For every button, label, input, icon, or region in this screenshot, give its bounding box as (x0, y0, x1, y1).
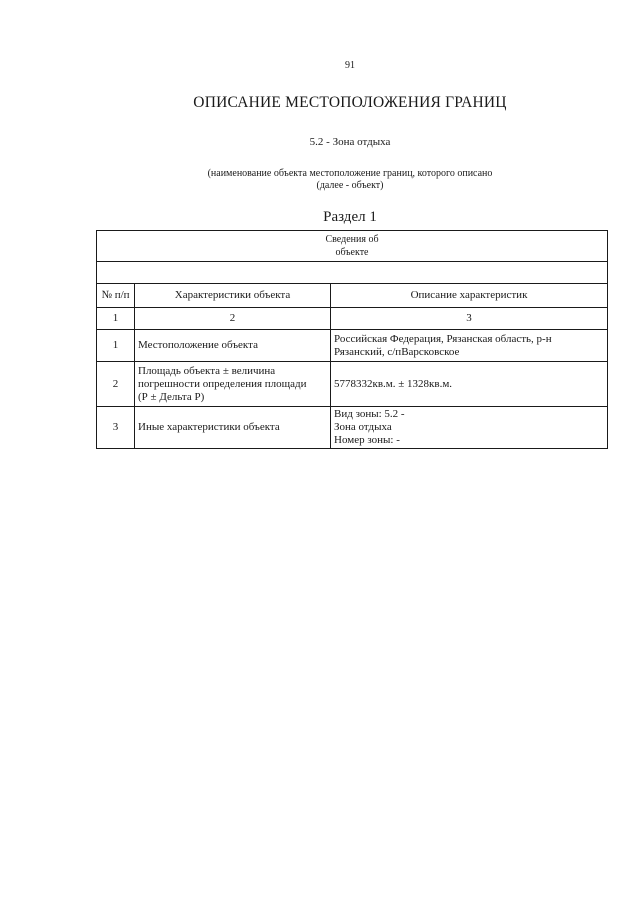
row-description (331, 330, 608, 362)
column-header-characteristic: Характеристики объекта (135, 284, 331, 308)
page-number: 91 (345, 60, 355, 71)
characteristic-line: Площадь объекта ± величина (138, 364, 276, 377)
characteristic-line: погрешности определения площади (138, 377, 307, 390)
table-header-line-2: объекте (335, 247, 369, 258)
row-number: 2 (97, 362, 135, 407)
table-header-line-1: Сведения об (325, 234, 379, 245)
column-number-1: 1 (97, 308, 135, 330)
description-line: Рязанский, с/пВарсковское (334, 345, 460, 358)
row-description (331, 362, 608, 407)
object-note (0, 168, 640, 192)
row-number: 1 (97, 330, 135, 362)
document-title: ОПИСАНИЕ МЕСТОПОЛОЖЕНИЯ ГРАНИЦ (193, 94, 507, 111)
column-number-2: 2 (135, 308, 331, 330)
column-number-3: 3 (331, 308, 608, 330)
table-row (97, 407, 608, 449)
table-header-row (97, 231, 608, 262)
column-header-description: Описание характеристик (331, 284, 608, 308)
row-number: 3 (97, 407, 135, 449)
object-note-line-2: (далее - объект) (316, 180, 384, 191)
object-note-line-1: (наименование объекта местоположение границ, которого описано (207, 168, 493, 179)
table-empty-cell (97, 262, 608, 284)
description-line: 5778332кв.м. ± 1328кв.м. (334, 377, 453, 390)
table-header-cell (97, 231, 608, 262)
table-column-numbers (97, 308, 608, 330)
row-characteristic: Иные характеристики объекта (135, 407, 331, 449)
table-column-headers (97, 284, 608, 308)
section-title: Раздел 1 (323, 209, 377, 225)
characteristic-line: (Р ± Дельта Р) (138, 390, 205, 403)
zone-name: 5.2 - Зона отдыха (309, 136, 391, 148)
description-line: Российская Федерация, Рязанская область, р-н (334, 332, 552, 345)
description-line: Вид зоны: 5.2 - (334, 408, 405, 420)
table-row (97, 330, 608, 362)
table-empty-row (97, 262, 608, 284)
row-characteristic: Местоположение объекта (135, 330, 331, 362)
row-description (331, 407, 608, 449)
table-row (97, 362, 608, 407)
object-info-table (96, 230, 608, 449)
description-line: Номер зоны: - (334, 434, 400, 446)
row-characteristic (135, 362, 331, 407)
column-header-number: № п/п (97, 284, 135, 308)
description-line: Зона отдыха (334, 421, 392, 433)
